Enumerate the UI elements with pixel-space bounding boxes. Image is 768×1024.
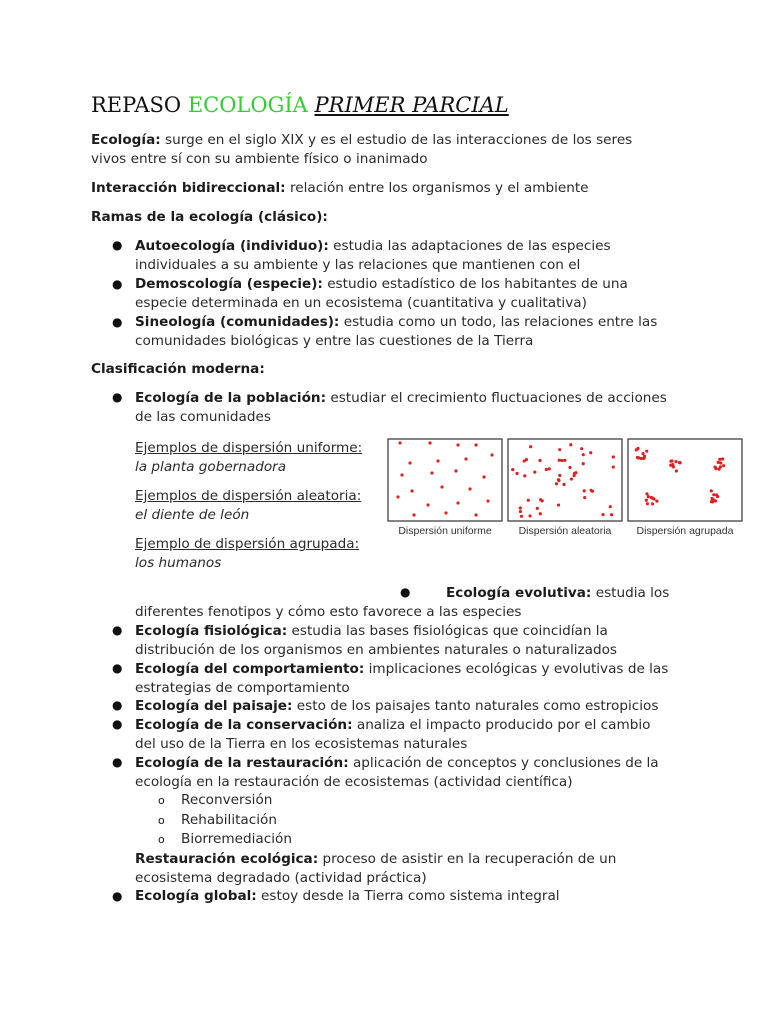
dispersion-dot (569, 443, 572, 446)
dispersion-dot (486, 499, 489, 502)
bullet-icon: ● (112, 238, 123, 252)
dispersion-dot (440, 485, 443, 488)
dispersion-dot (637, 456, 640, 459)
bullet-icon: ● (112, 661, 123, 675)
dispersion-dot (722, 464, 725, 467)
panel-aleatoria (508, 439, 622, 521)
dispersion-dot (533, 471, 536, 474)
dispersion-dot (574, 471, 577, 474)
dispersion-dot (710, 489, 713, 492)
circle-bullet-icon: o (158, 794, 165, 807)
dispersion-dot (582, 462, 585, 465)
caption-agrupada: Dispersión agrupada (636, 525, 734, 537)
dispersion-dot (610, 513, 613, 516)
example-aleatoria-value: el diente de león (135, 507, 250, 523)
dispersion-dot (651, 502, 654, 505)
dispersion-dot (523, 474, 526, 477)
dispersion-dot (520, 515, 523, 518)
paragraph-restauracion-ecologica-cont: ecosistema degradado (actividad práctica) (135, 870, 427, 886)
dispersion-dot (717, 461, 720, 464)
panel-agrupada (628, 439, 742, 521)
dispersion-dot (718, 458, 721, 461)
example-agrupada-value: los humanos (135, 555, 222, 571)
dispersion-dot (712, 498, 715, 501)
dispersion-dot (560, 459, 563, 462)
dispersion-dot (511, 468, 514, 471)
example-uniforme-label: Ejemplos de dispersión uniforme: (135, 440, 363, 456)
dispersion-dot (454, 469, 457, 472)
dispersion-dot (646, 502, 649, 505)
paragraph-interaccion: Interacción bidireccional: relación entre los organismos y el ambiente (91, 180, 589, 196)
dispersion-dot (717, 468, 720, 471)
list-item-demoscologia-cont: especie determinada en un ecosistema (cuantitativa y cualitativa) (135, 295, 587, 311)
dispersion-dot (529, 445, 532, 448)
list-item-poblacion-cont: de las comunidades (135, 409, 271, 425)
dispersion-dot (714, 467, 717, 470)
dispersion-dot (490, 453, 493, 456)
example-uniforme-value: la planta gobernadora (135, 459, 287, 475)
dispersion-dot (528, 514, 531, 517)
dispersion-dot (456, 501, 459, 504)
list-item-demoscologia: Demoscología (especie): estudio estadístico de los habitantes de una (135, 276, 628, 292)
dispersion-dot (678, 461, 681, 464)
dispersion-dot (555, 482, 558, 485)
list-item-autoecologia-cont: individuales a su ambiente y las relaciones que mantienen con el (135, 257, 581, 273)
dispersion-dot (538, 459, 541, 462)
dispersion-dot (568, 466, 571, 469)
dispersion-dot (412, 513, 415, 516)
heading-ramas: Ramas de la ecología (clásico): (91, 209, 328, 225)
dispersion-dot (436, 459, 439, 462)
dispersion-dot (410, 489, 413, 492)
dispersion-dot (515, 472, 518, 475)
paragraph-ecologia: Ecología: surge en el siglo XIX y es el estudio de las interacciones de los seres (91, 132, 633, 148)
dispersion-dot (641, 452, 644, 455)
dispersion-dot (716, 495, 719, 498)
dispersion-dot (645, 450, 648, 453)
dispersion-dot (590, 489, 593, 492)
list-item-fisiologica-cont: distribución de los organismos en ambientes naturales o naturalizados (135, 642, 618, 658)
list-item-comportamiento-cont: estrategias de comportamiento (135, 680, 350, 696)
dispersion-dot (609, 505, 612, 508)
dispersion-dot (557, 503, 560, 506)
caption-uniforme: Dispersión uniforme (398, 525, 492, 537)
list-item-restauracion: Ecología de la restauración: aplicación de conceptos y conclusiones de la (135, 755, 659, 771)
dispersion-dot (583, 489, 586, 492)
list-item-sineologia-cont: comunidades biológicas y entre las cuestiones de la Tierra (135, 333, 534, 349)
dispersion-dot (572, 474, 575, 477)
dispersion-dot (652, 497, 655, 500)
dispersion-dot (545, 468, 548, 471)
dispersion-dot (612, 455, 615, 458)
dispersion-dot (536, 507, 539, 510)
dispersion-dot (548, 467, 551, 470)
dispersion-dot (712, 493, 715, 496)
dispersion-dot (396, 495, 399, 498)
bullet-icon: ● (112, 889, 123, 903)
sub-item-reconversion: Reconversión (181, 792, 273, 808)
bullet-icon: ● (112, 755, 123, 769)
dispersion-dot (444, 511, 447, 514)
list-item-global: Ecología global: estoy desde la Tierra como sistema integral (135, 888, 560, 904)
dispersion-dot (430, 471, 433, 474)
bullet-icon: ● (112, 717, 123, 731)
dispersion-dot (563, 459, 566, 462)
list-item-restauracion-cont: ecología en la restauración de ecosistemas (actividad científica) (135, 774, 573, 790)
example-agrupada-label: Ejemplo de dispersión agrupada: (135, 536, 360, 552)
dispersion-dot (464, 457, 467, 460)
dispersion-dot (539, 512, 542, 515)
dispersion-dot (570, 477, 573, 480)
list-item-comportamiento: Ecología del comportamiento: implicaciones ecológicas y evolutivas de las (135, 661, 669, 677)
dispersion-dot (557, 478, 560, 481)
dispersion-dot (398, 441, 401, 444)
dispersion-dot (582, 453, 585, 456)
dispersion-dot (428, 441, 431, 444)
dispersion-dot (562, 483, 565, 486)
dispersion-dot (671, 463, 674, 466)
dispersion-dot (645, 492, 648, 495)
bullet-icon: ● (112, 315, 123, 329)
dispersion-dot (612, 465, 615, 468)
dispersion-dot (636, 447, 639, 450)
dispersion-dot (645, 499, 648, 502)
dispersion-dot (456, 443, 459, 446)
dispersion-dot (655, 500, 658, 503)
dispersion-dot (675, 469, 678, 472)
dispersion-dot (558, 448, 561, 451)
dispersion-dot (400, 473, 403, 476)
bullet-icon: ● (112, 277, 123, 291)
dispersion-figure (386, 437, 746, 541)
dispersion-dot (601, 513, 604, 516)
list-item-evolutiva: Ecología evolutiva: estudia los (446, 585, 670, 601)
dispersion-dot (674, 460, 677, 463)
caption-aleatoria: Dispersión aleatoria (518, 525, 612, 537)
paragraph-ecologia-cont: vivos entre sí con su ambiente físico o inanimado (91, 151, 428, 167)
dispersion-dot (426, 503, 429, 506)
dispersion-dot (519, 510, 522, 513)
list-item-sineologia: Sineología (comunidades): estudia como un todo, las relaciones entre las (135, 314, 658, 330)
paragraph-restauracion-ecologica: Restauración ecológica: proceso de asistir en la recuperación de un (135, 851, 617, 867)
dispersion-dot (482, 475, 485, 478)
bullet-icon: ● (112, 698, 123, 712)
dispersion-dot (670, 459, 673, 462)
page-title: REPASO ECOLOGÍA PRIMER PARCIAL (91, 93, 509, 117)
sub-item-biorremediacion: Biorremediación (181, 831, 292, 847)
list-item-conservacion: Ecología de la conservación: analiza el impacto producido por el cambio (135, 717, 651, 733)
circle-bullet-icon: o (158, 833, 165, 846)
dispersion-dot (589, 451, 592, 454)
list-item-paisaje: Ecología del paisaje: esto de los paisajes tanto naturales como estropicios (135, 698, 659, 714)
heading-clasificacion: Clasificación moderna: (91, 361, 265, 377)
dispersion-dot (468, 487, 471, 490)
list-item-poblacion: Ecología de la población: estudiar el crecimiento fluctuaciones de acciones (135, 390, 667, 406)
list-item-conservacion-cont: del uso de la Tierra en los ecosistemas naturales (135, 736, 468, 752)
panel-uniforme (388, 439, 502, 521)
dispersion-dot (558, 474, 561, 477)
dispersion-dot (474, 443, 477, 446)
dispersion-dot (408, 461, 411, 464)
dispersion-dot (583, 496, 586, 499)
dispersion-dot (647, 495, 650, 498)
dispersion-dot (539, 498, 542, 501)
example-aleatoria-label: Ejemplos de dispersión aleatoria: (135, 488, 362, 504)
list-item-evolutiva-cont: diferentes fenotipos y cómo esto favorece a las especies (135, 604, 522, 620)
sub-item-rehabilitacion: Rehabilitación (181, 812, 277, 828)
circle-bullet-icon: o (158, 814, 165, 827)
list-item-fisiologica: Ecología fisiológica: estudia las bases fisiológicas que coincidían la (135, 623, 608, 639)
bullet-icon: ● (112, 623, 123, 637)
dispersion-dot (519, 506, 522, 509)
dispersion-dot (525, 458, 528, 461)
bullet-icon: ● (400, 585, 411, 599)
dispersion-dot (527, 499, 530, 502)
dispersion-dot (580, 447, 583, 450)
dispersion-dot (474, 513, 477, 516)
dispersion-dot (642, 457, 645, 460)
list-item-autoecologia: Autoecología (individuo): estudia las adaptaciones de las especies (135, 238, 611, 254)
bullet-icon: ● (112, 390, 123, 404)
